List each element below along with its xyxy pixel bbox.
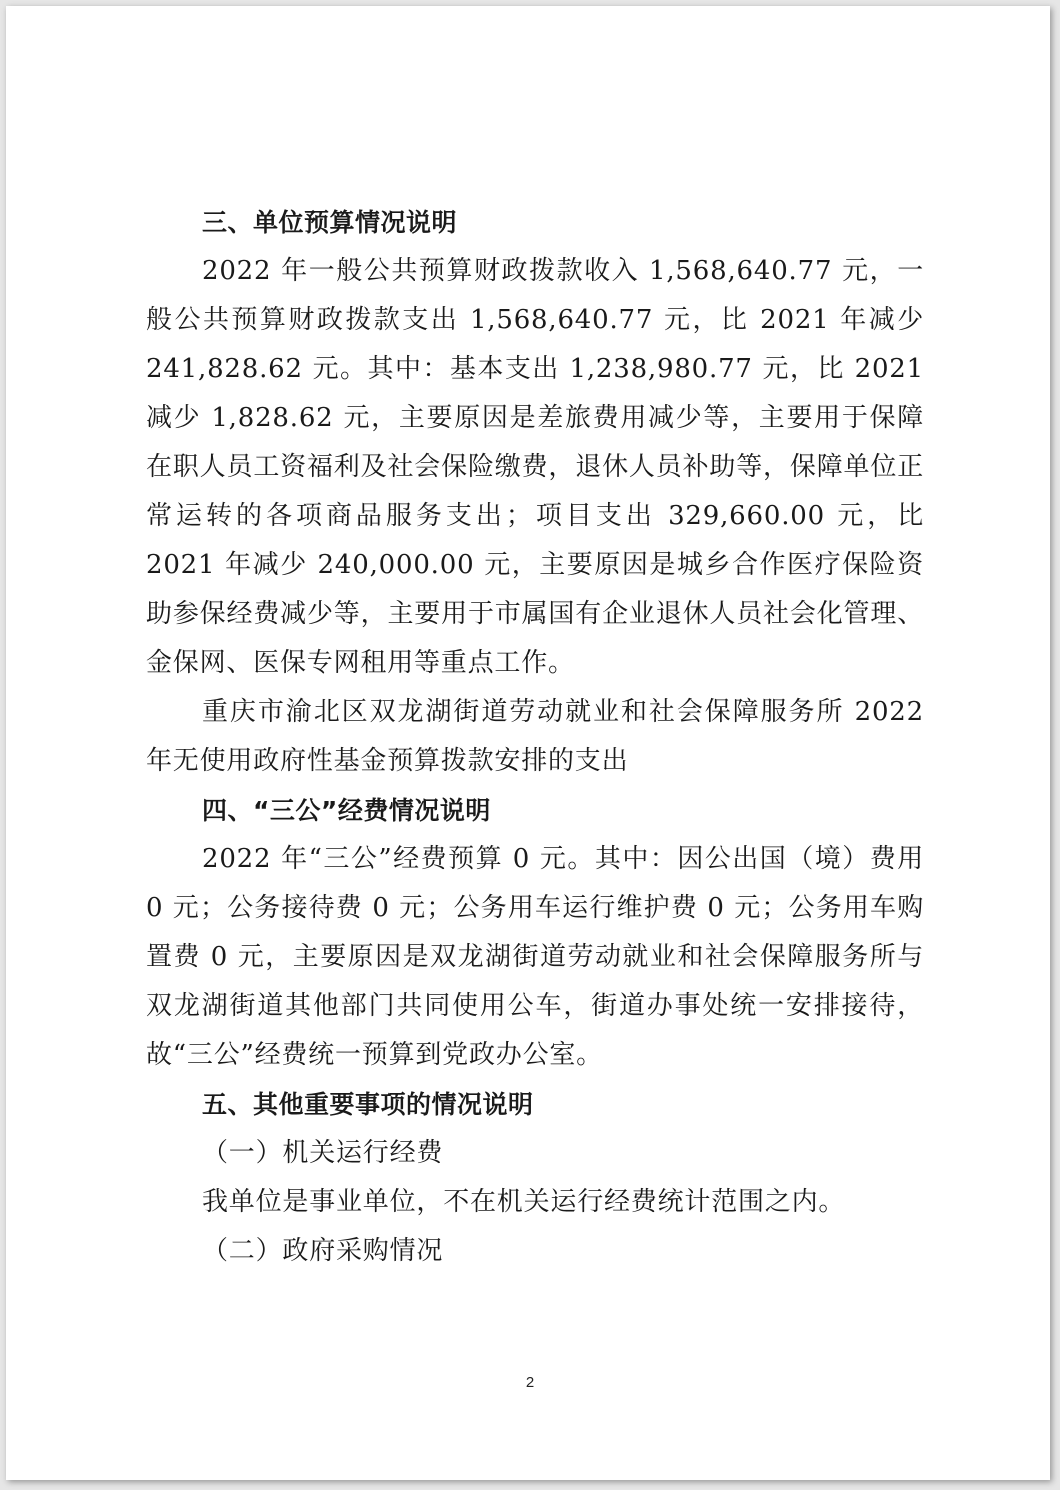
section-5-heading: 五、其他重要事项的情况说明 — [202, 1090, 534, 1119]
section-3-fund-paragraph: 重庆市渝北区双龙湖街道劳动就业和社会保障服务所 2022 年无使用政府性基金预算拨款安排的支出 — [146, 697, 924, 776]
document-body — [146, 198, 924, 1276]
section-3-heading: 三、单位预算情况说明 — [202, 208, 458, 237]
section-5-paragraph-1: 我单位是事业单位，不在机关运行经费统计范围之内。 — [202, 1187, 846, 1217]
section-4-paragraph: 2022 年“三公”经费预算 0 元。其中：因公出国（境）费用 0 元；公务接待费 0 元；公务用车运行维护费 0 元；公务用车购置费 0 元，主要原因是双龙湖街道劳动就业和社会保障服务所与双龙湖街道其他部门共同使用公车，街道办事处统一安排接待，故“三公”经费统一预算到党政办公室。 — [146, 844, 924, 1070]
section-5-subheading-1: （一）机关运行经费 — [202, 1138, 444, 1168]
section-5-subheading-2: （二）政府采购情况 — [202, 1236, 444, 1266]
section-4-heading: 四、“三公”经费情况说明 — [202, 796, 491, 825]
section-3-budget-paragraph: 2022 年一般公共预算财政拨款收入 1,568,640.77 元，一般公共预算财政拨款支出 1,568,640.77 元，比 2021 年减少 241,828.62 元。其中：基本支出 1,238,980.77 元，比 2021 减少 1,828.62 元，主要原因是差旅费用减少等，主要用于保障在职人员工资福利及社会保险缴费，退休人员补助等，保障单位正常运转的各项商品服务支出；项目支出 329,660.00 元，比 2021 年减少 240,000.00 元，主要原因是城乡合作医疗保险资助参保经费减少等，主要用于市属国有企业退休人员社会化管理、金保网、医保专网租用等重点工作。 — [146, 256, 924, 678]
page-number: 2 — [525, 1374, 535, 1391]
